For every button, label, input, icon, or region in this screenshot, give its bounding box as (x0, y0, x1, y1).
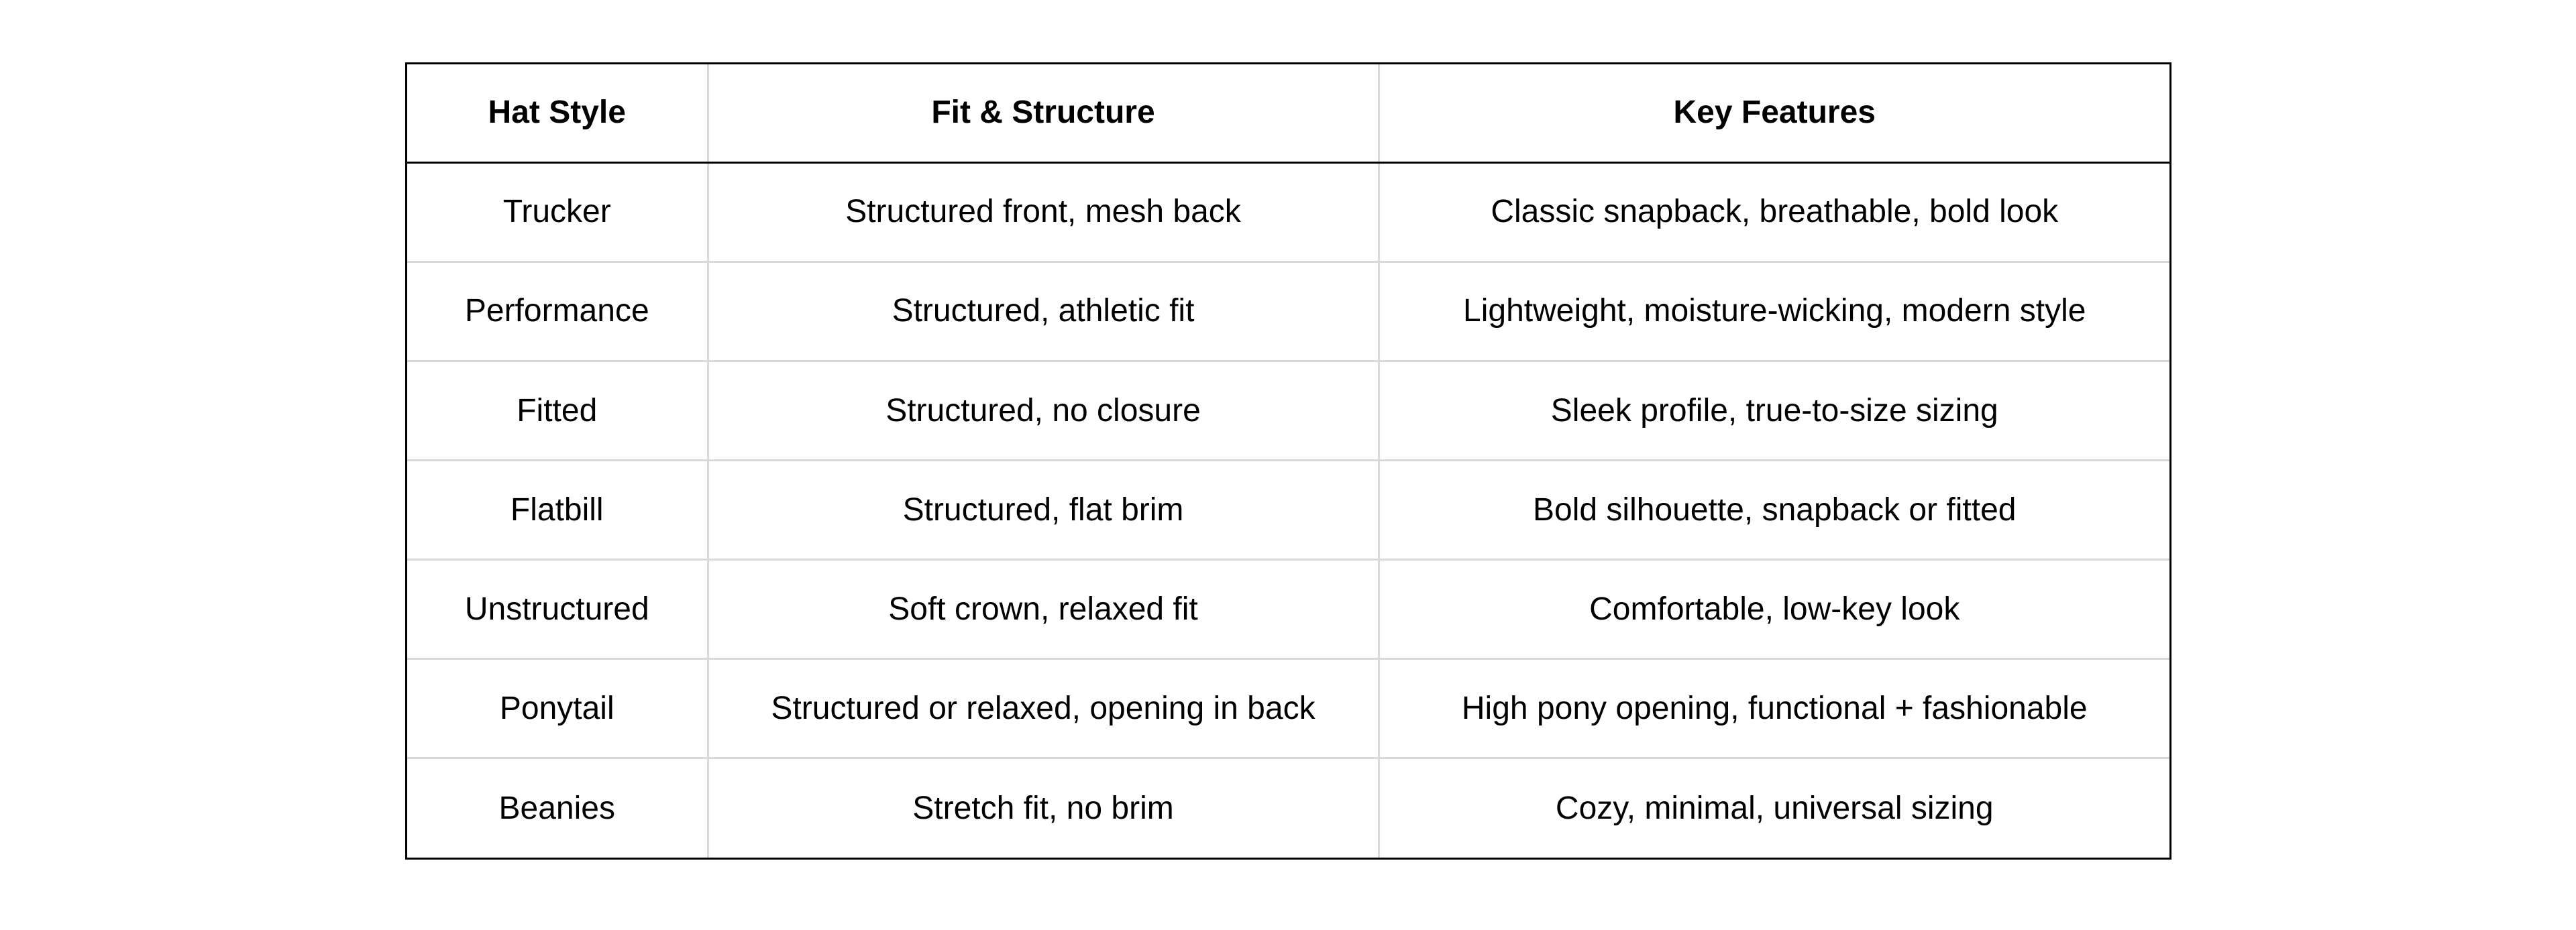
cell-key-features: Lightweight, moisture-wicking, modern style (1379, 261, 2169, 361)
cell-hat-style: Performance (407, 261, 708, 361)
hat-style-table (405, 62, 2171, 860)
cell-fit-structure: Structured, athletic fit (708, 261, 1379, 361)
column-header-fit-structure: Fit & Structure (708, 64, 1379, 162)
cell-fit-structure: Structured front, mesh back (708, 162, 1379, 261)
cell-hat-style: Trucker (502, 194, 611, 230)
header-row (407, 64, 2169, 162)
cell-hat-style: Unstructured (407, 560, 708, 659)
cell-key-features: Comfortable, low-key look (1379, 560, 2169, 659)
table-header (407, 64, 2169, 162)
cell-fit-structure: Structured or relaxed, opening in back (708, 659, 1379, 758)
cell-fit-structure: Structured, flat brim (708, 460, 1379, 559)
cell-hat-style: Beanies (407, 758, 708, 858)
cell-hat-style: Flatbill (407, 460, 708, 559)
table-row (407, 758, 2169, 858)
cell-key-features: Cozy, minimal, universal sizing (1379, 758, 2169, 858)
cell-fit-structure: Stretch fit, no brim (708, 758, 1379, 858)
cell-key-features: Bold silhouette, snapback or fitted (1379, 460, 2169, 559)
cell-key-features: Classic snapback, breathable, bold look (1379, 162, 2169, 261)
table (407, 64, 2169, 858)
table-row (407, 361, 2169, 460)
column-header-key-features: Key Features (1379, 64, 2169, 162)
cell-hat-style: Fitted (407, 361, 708, 460)
table-row (407, 162, 2169, 261)
table-body (407, 162, 2169, 858)
column-header-hat-style: Hat Style (407, 64, 708, 162)
cell-key-features: High pony opening, functional + fashionable (1379, 659, 2169, 758)
cell-fit-structure: Soft crown, relaxed fit (708, 560, 1379, 659)
table-row (407, 460, 2169, 559)
table-row (407, 261, 2169, 361)
cell-fit-structure: Structured, no closure (708, 361, 1379, 460)
table-row (407, 560, 2169, 659)
cell-hat-style: Ponytail (407, 659, 708, 758)
cell-key-features: Sleek profile, true-to-size sizing (1379, 361, 2169, 460)
table-row (407, 659, 2169, 758)
